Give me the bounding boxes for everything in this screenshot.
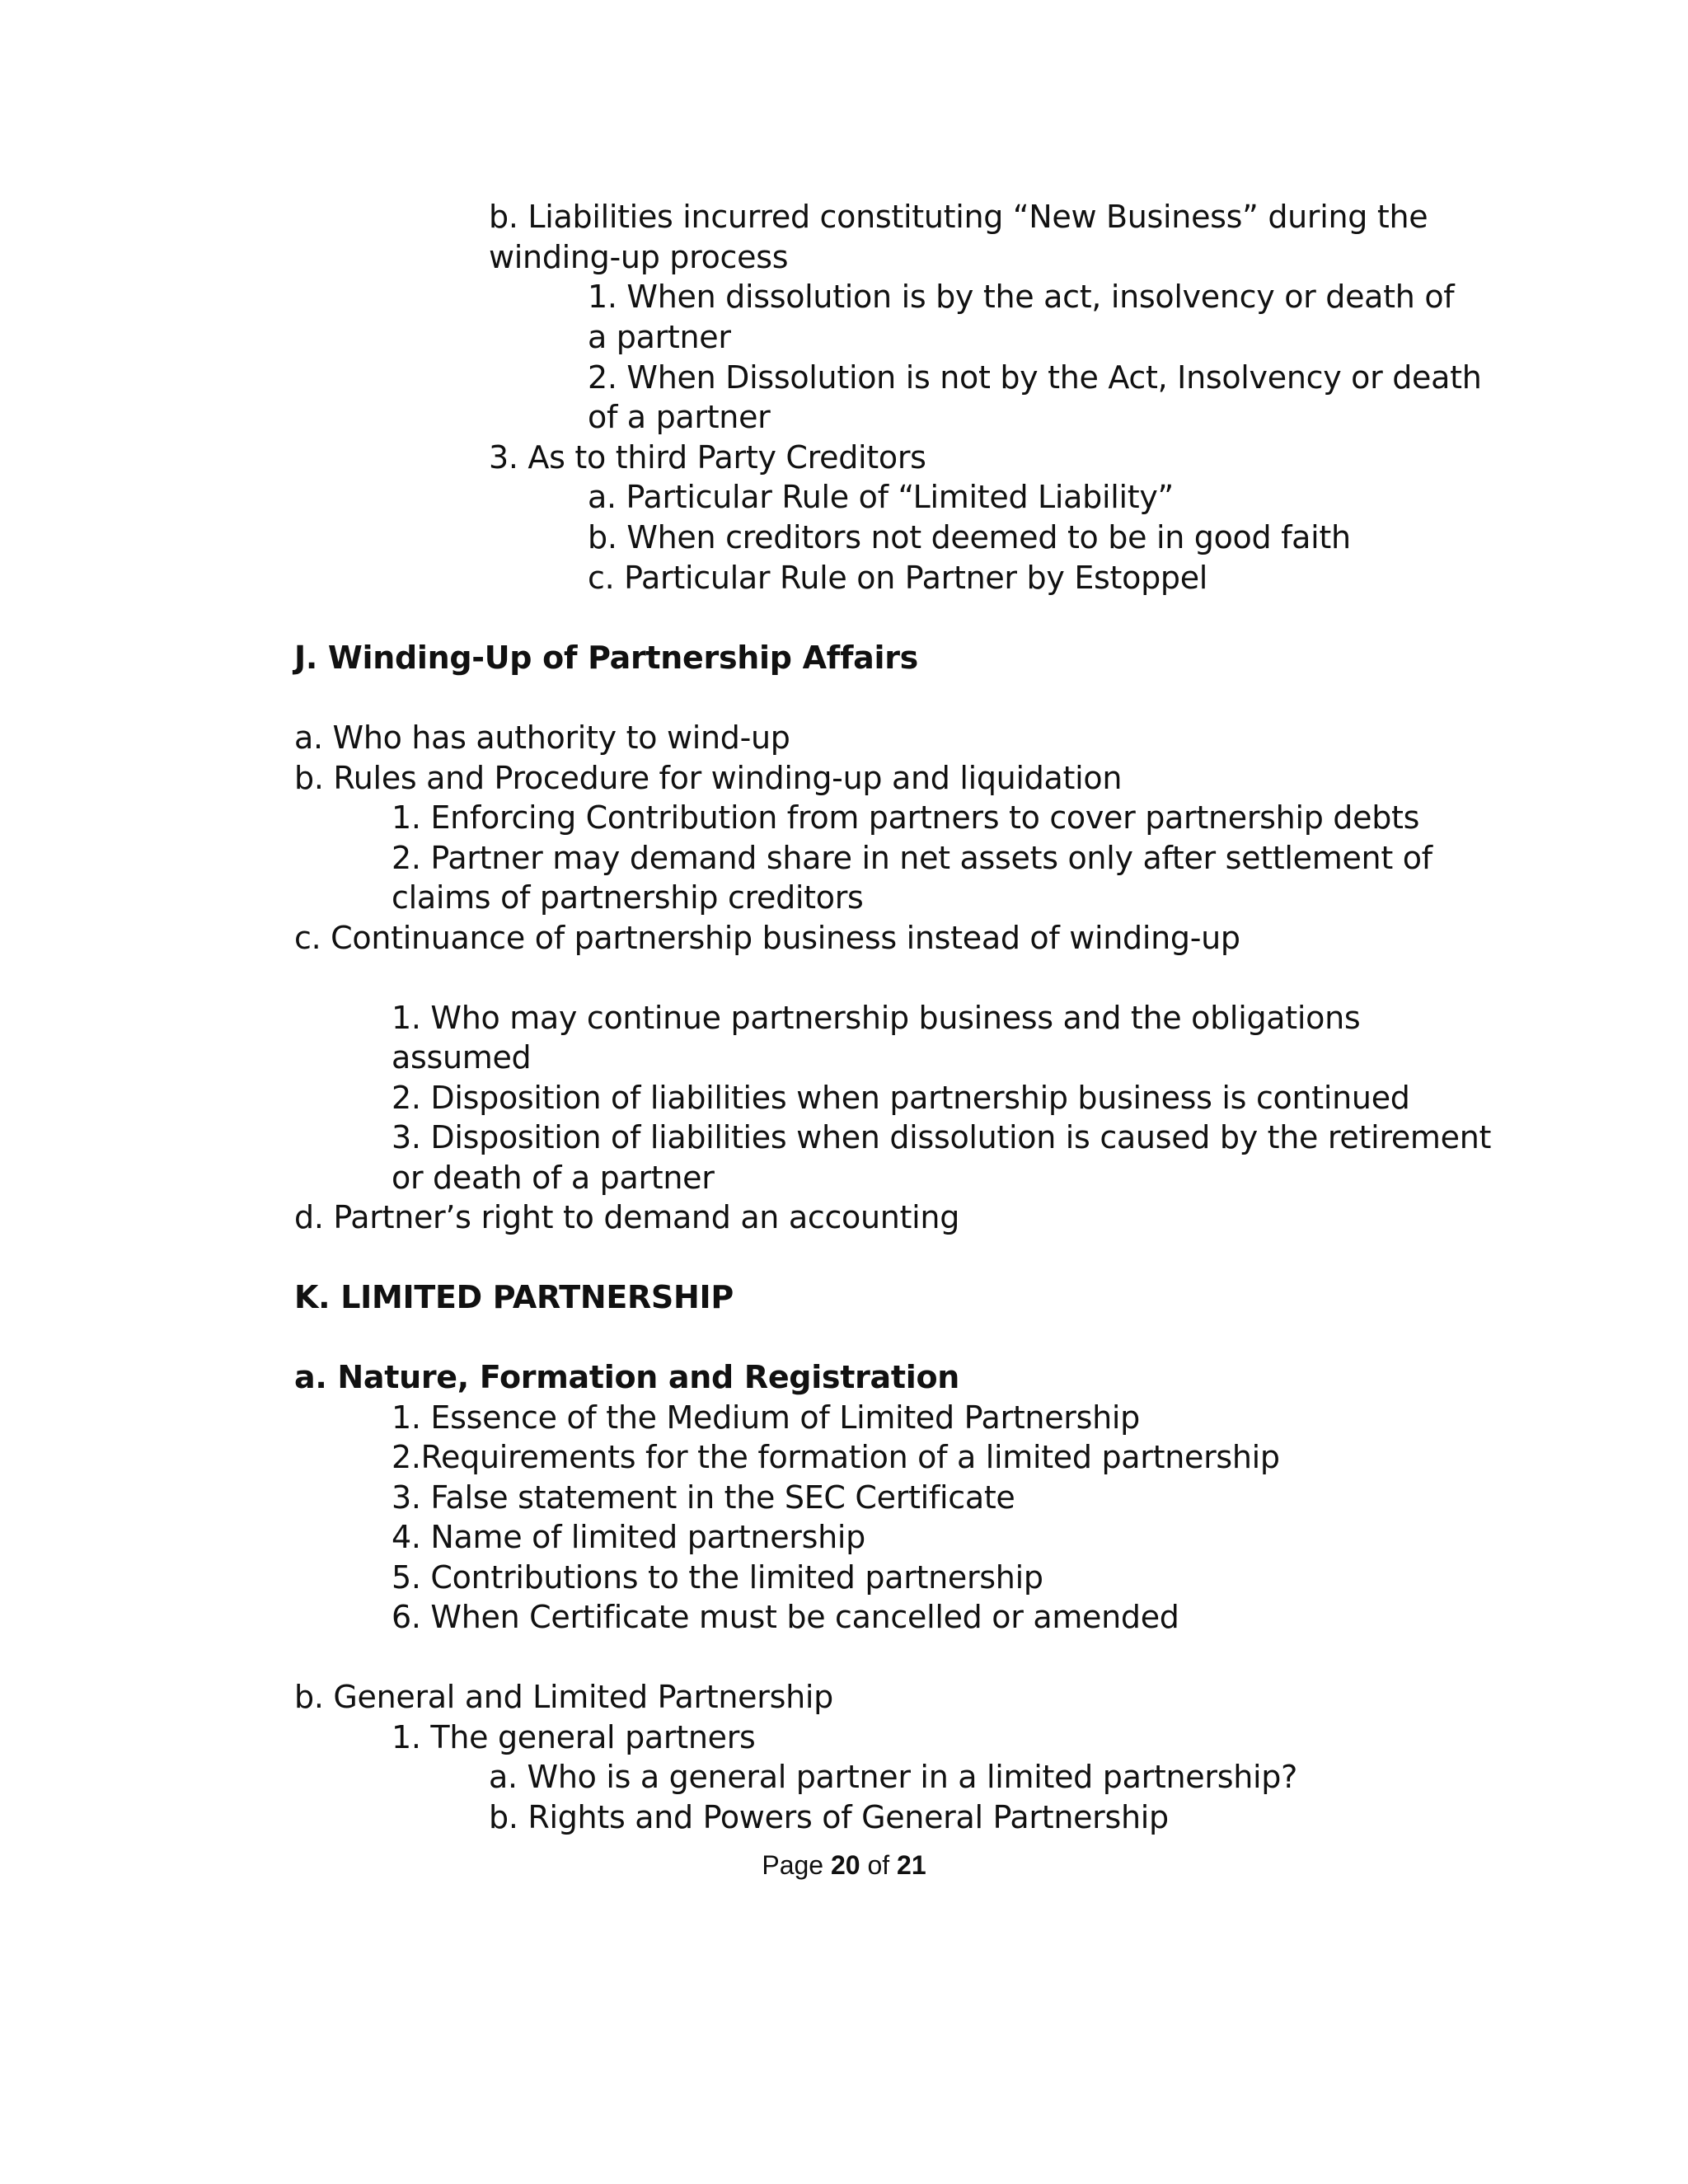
- text-line: 1. Who may continue partnership business and the obligations: [392, 1000, 1361, 1036]
- text-line: 2. When Dissolution is not by the Act, Insolvency or death: [588, 359, 1482, 396]
- text-line: 3. Disposition of liabilities when dissolution is caused by the retirement: [392, 1119, 1492, 1155]
- text-line: a partner: [588, 319, 731, 355]
- page-of-label: of: [867, 1850, 890, 1880]
- text-line: 6. When Certificate must be cancelled or amended: [392, 1599, 1179, 1635]
- text-line: 3. False statement in the SEC Certificate: [392, 1479, 1015, 1516]
- text-line: 3. As to third Party Creditors: [489, 439, 926, 476]
- text-line: 4. Name of limited partnership: [392, 1519, 865, 1555]
- text-line: 2. Partner may demand share in net assets only after settlement of: [392, 840, 1432, 876]
- page-label: Page: [762, 1850, 824, 1880]
- text-line: 1. Essence of the Medium of Limited Partnership: [392, 1399, 1140, 1436]
- text-line: 1. The general partners: [392, 1719, 756, 1755]
- page-number-current: 20: [830, 1850, 860, 1880]
- text-line: 5. Contributions to the limited partnership: [392, 1559, 1043, 1596]
- text-line: a. Who is a general partner in a limited partnership?: [489, 1759, 1297, 1795]
- text-line: c. Continuance of partnership business instead of winding-up: [294, 920, 1240, 956]
- text-line: b. When creditors not deemed to be in good faith: [588, 519, 1351, 555]
- text-line: a. Particular Rule of “Limited Liability”: [588, 479, 1174, 515]
- section-heading: K. LIMITED PARTNERSHIP: [294, 1279, 734, 1315]
- page-number-total: 21: [897, 1850, 926, 1880]
- text-line: d. Partner’s right to demand an accounting: [294, 1199, 960, 1235]
- text-line: claims of partnership creditors: [392, 879, 864, 916]
- text-line: 1. When dissolution is by the act, insolvency or death of: [588, 279, 1455, 315]
- text-line: assumed: [392, 1039, 532, 1076]
- text-line: b. Liabilities incurred constituting “New Business” during the: [489, 199, 1428, 235]
- text-line: 2.Requirements for the formation of a limited partnership: [392, 1439, 1280, 1475]
- text-line: c. Particular Rule on Partner by Estoppel: [588, 560, 1208, 596]
- text-line: b. Rights and Powers of General Partnership: [489, 1799, 1169, 1835]
- text-line: winding-up process: [489, 239, 789, 275]
- text-line: a. Who has authority to wind-up: [294, 719, 790, 756]
- text-line: 1. Enforcing Contribution from partners to cover partnership debts: [392, 799, 1420, 836]
- subsection-heading: a. Nature, Formation and Registration: [294, 1359, 960, 1395]
- text-line: of a partner: [588, 399, 771, 435]
- text-line: b. Rules and Procedure for winding-up and liquidation: [294, 760, 1123, 796]
- text-line: 2. Disposition of liabilities when partnership business is continued: [392, 1080, 1410, 1116]
- text-line: or death of a partner: [392, 1160, 715, 1196]
- page-footer: [0, 1849, 1688, 1882]
- text-line: b. General and Limited Partnership: [294, 1679, 833, 1715]
- section-heading: J. Winding-Up of Partnership Affairs: [294, 640, 918, 676]
